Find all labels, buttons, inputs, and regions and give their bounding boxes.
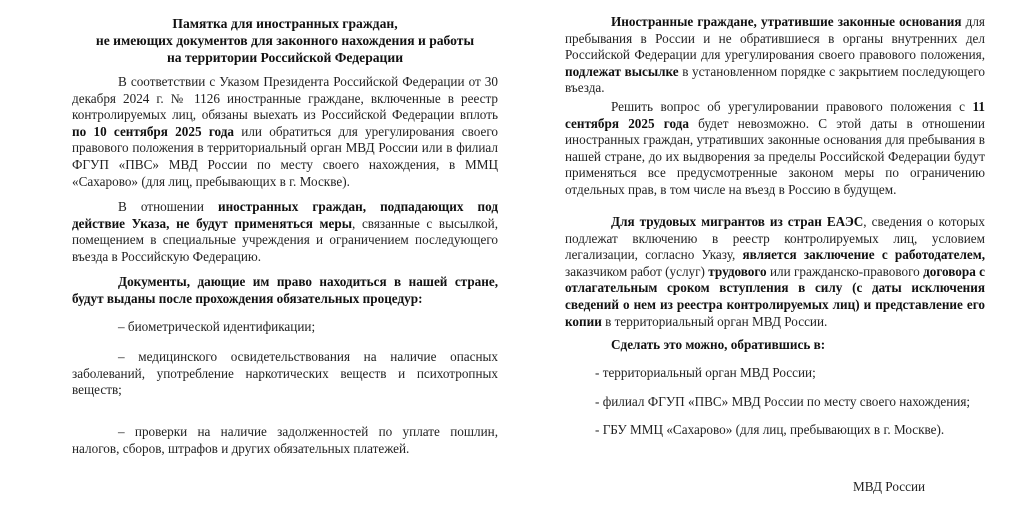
text: В соответствии с Указом Президента Российской Федерации от 30 декабря 2024 г. № 1126 иностранные граждане, включенные в реестр контролируемых лиц, обязаны выехать из Российской Федерации вплоть [72, 74, 498, 123]
text: , связанные с высылкой, помещением в специальные учреждения и ограничением последующего въезда в Российскую Федерацию. [72, 215, 498, 264]
list-item: – биометрической идентификации; [118, 319, 316, 334]
paragraph-expulsion [565, 14, 985, 97]
paragraph-measures [72, 199, 498, 265]
text: будет невозможно. С этой даты в отношении иностранных граждан, утративших законные основания для пребывания в нашей стране, до их выдворения за пределы Российской Федерации будут применяться все предусмотренные законом меры по ограничению отдельных прав, в том числе на въезд в Россию в будущем. [565, 115, 985, 197]
bold-text: Для трудовых мигрантов из стран ЕАЭС [611, 214, 864, 229]
text: для пребывания в России и не обратившиеся в органы внутренних дел Российской Федерации для урегулирования своего правового положения, [565, 14, 985, 63]
paragraph-decree [72, 74, 498, 190]
list-item: - территориальный орган МВД России; [595, 365, 816, 380]
text: Решить вопрос об урегулировании правового положения с [611, 99, 973, 114]
text: или обратиться для урегулирования своего правового положения в территориальный орган МВД России или в филиал ФГУП «ПВС» МВД России по месту своего нахождения, в ММЦ «Сахарово» (для лиц, пребывающих в г. Москве). [72, 123, 498, 189]
text: , сведения о которых подлежат включению в реестр контролируемых лиц, условием легализации, согласно Указу, [565, 214, 986, 263]
bold-text: является заключение с работодателем, [742, 247, 985, 263]
signature: МВД России [853, 479, 926, 494]
paragraph-where: Сделать это можно, обратившись в: [611, 337, 826, 352]
text: в территориальный орган МВД России. [601, 313, 828, 329]
bold-text: по 10 сентября 2025 года [72, 123, 234, 139]
title-line: не имеющих документов для законного нахождения и работы [95, 32, 475, 48]
text: в установленном порядке с закрытием последующего въезда. [565, 63, 985, 96]
paragraph-eaeu [565, 214, 985, 330]
bold-text: договора с отлагательным сроком вступления в силу (с даты исключения сведений о нем из реестра контролируемых лиц) и представление его копии [565, 263, 985, 329]
list-item: - филиал ФГУП «ПВС» МВД России по месту своего нахождения; [595, 394, 971, 409]
bold-text: 11 сентября 2025 года [565, 99, 985, 131]
list-item: - ГБУ ММЦ «Сахарово» (для лиц, пребывающих в г. Москве). [595, 422, 945, 437]
text: В отношении [118, 199, 218, 214]
bold-text: трудового [708, 263, 767, 279]
paragraph-documents: Документы, дающие им право находиться в нашей стране, будут выданы после прохождения обязательных процедур: [72, 274, 498, 306]
document-title [72, 16, 498, 66]
paragraph-deadline [565, 99, 985, 199]
list-item: – медицинского освидетельствования на наличие опасных заболеваний, употребление наркотических веществ и психотропных веществ; [72, 349, 498, 398]
title-line: Памятка для иностранных граждан, [172, 16, 398, 31]
text: заказчиком работ (услуг) [565, 263, 709, 279]
bold-text: иностранных граждан, подпадающих под действие Указа, не будут применяться меры [72, 199, 498, 231]
bold-text: Иностранные граждане, утратившие законные основания [611, 14, 962, 29]
text: или гражданско-правового [766, 263, 924, 279]
bold-text: подлежат высылке [565, 63, 679, 79]
list-item: – проверки на наличие задолженностей по уплате пошлин, налогов, сборов, штрафов и других обязательных платежей. [72, 424, 498, 456]
title-line: на территории Российской Федерации [166, 49, 404, 65]
